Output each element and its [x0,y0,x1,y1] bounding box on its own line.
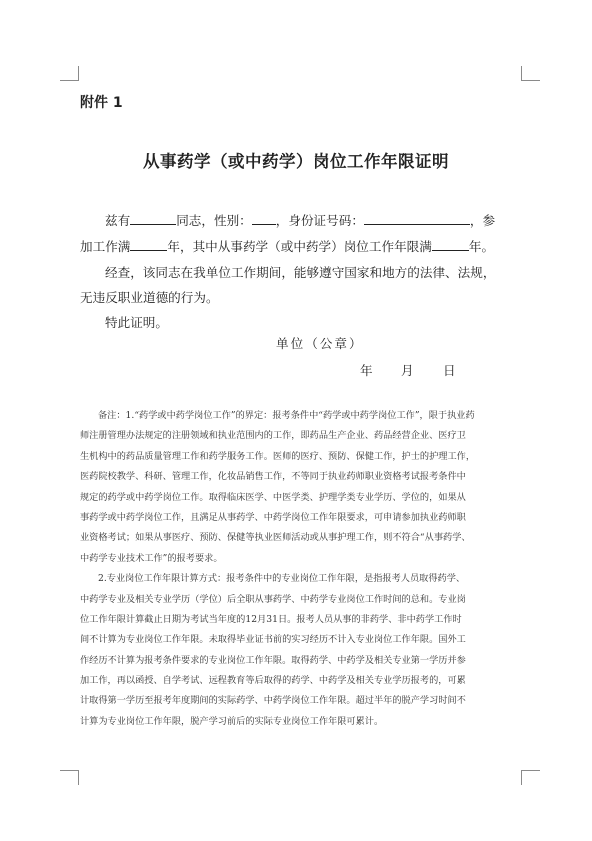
note-line: 备注：1.“药学或中药学岗位工作”的界定：报考条件中“药学或中药学岗位工作”，限于执业药 [98,410,475,421]
note-line: 作经历不计算为报考条件要求的专业岗位工作年限。取得药学、中药学及相关专业第一学历并参 [80,654,466,666]
pharmacy-years-blank[interactable] [432,237,469,251]
name-blank[interactable] [130,211,176,225]
body-paragraph-2-line-2: 无违反职业道德的行为。 [80,290,219,305]
note-line: 位工作年限计算截止日期为考试当年度的12月31日。报考人员从事的非药学、非中药学工作时 [80,613,462,625]
work-years-blank[interactable] [130,237,167,251]
text-comrade-gender: 同志，性别： [176,213,252,228]
note-line: 事药学或中药学岗位工作，且满足从事药学、中药学岗位工作年限要求，可申请参加执业药师职 [80,511,466,523]
note-line: 加工作，再以函授、自学考试、远程教育等后取得的药学、中药学及相关专业学历报考的，可累 [80,675,466,687]
note-line: 医药院校教学、科研、管理工作，化妆品销售工作，不等同于执业药师职业资格考试报考条件中 [80,471,466,483]
crop-mark-bottom-right [521,770,540,785]
date-year: 年 [360,363,373,378]
note-line: 业资格考试；如果从事医疗、预防、保健等执业医师活动或从事护理工作，则不符合“从事药学、 [80,532,471,544]
annex-label: 附件 1 [80,95,123,111]
note-line: 中药学专业及相关专业学历（学位）后全职从事药学、中药学专业岗位工作时间的总和。专业岗 [80,593,466,605]
text-id-number: ，身份证号码： [275,213,364,228]
unit-seal-label: 单位（公章） [276,336,364,351]
notes-section [80,406,522,732]
body-line-2 [80,236,520,255]
note-line: 规定的药学或中药学岗位工作。取得临床医学、中医学类、护理学类专业学历、学位的，如果从 [80,491,466,503]
text-zi-you: 兹有 [105,213,131,228]
text-pharmacy-years: 年，其中从事药学（或中药学）岗位工作年限满 [167,239,432,254]
document-title: 从事药学（或中药学）岗位工作年限证明 [143,152,449,171]
note-line: 生机构中的药品质量管理工作和药学服务工作。医师的医疗、预防、保健工作，护士的护理工作， [80,450,476,462]
crop-mark-top-right [521,66,540,81]
date-month: 月 [401,363,414,378]
gender-blank[interactable] [252,211,276,225]
note-line: 中药学专业技术工作”的报考要求。 [80,552,223,564]
body-paragraph-2-line-1: 经查，该同志在我单位工作期间，能够遵守国家和地方的法律、法规， [105,265,496,280]
body-line-1 [80,210,520,229]
text-years-end: 年。 [468,239,495,254]
crop-mark-bottom-left [60,770,79,785]
crop-mark-top-left [60,66,79,81]
note-line: 间不计算为专业岗位工作年限。未取得毕业证书前的实习经历不计入专业岗位工作年限。国外工 [80,634,466,646]
body-paragraph-3: 特此证明。 [105,315,168,330]
date-day: 日 [443,363,456,378]
note-line: 师注册管理办法规定的注册领域和执业范围内的工作，即药品生产企业、药品经营企业、医疗卫 [80,430,466,442]
note-line: 计取得第一学历至报考年度期间的实际药学、中药学岗位工作年限。超过半年的脱产学习时间不 [80,695,466,707]
text-can: ，参 [469,213,496,228]
note-line: 2.专业岗位工作年限计算方式：报考条件中的专业岗位工作年限，是指报考人员取得药学、 [98,573,466,585]
id-number-blank[interactable] [364,211,470,225]
note-line: 计算为专业岗位工作年限，脱产学习前后的实际专业岗位工作年限可累计。 [80,715,384,727]
text-work-years-prefix: 加工作满 [80,239,131,254]
